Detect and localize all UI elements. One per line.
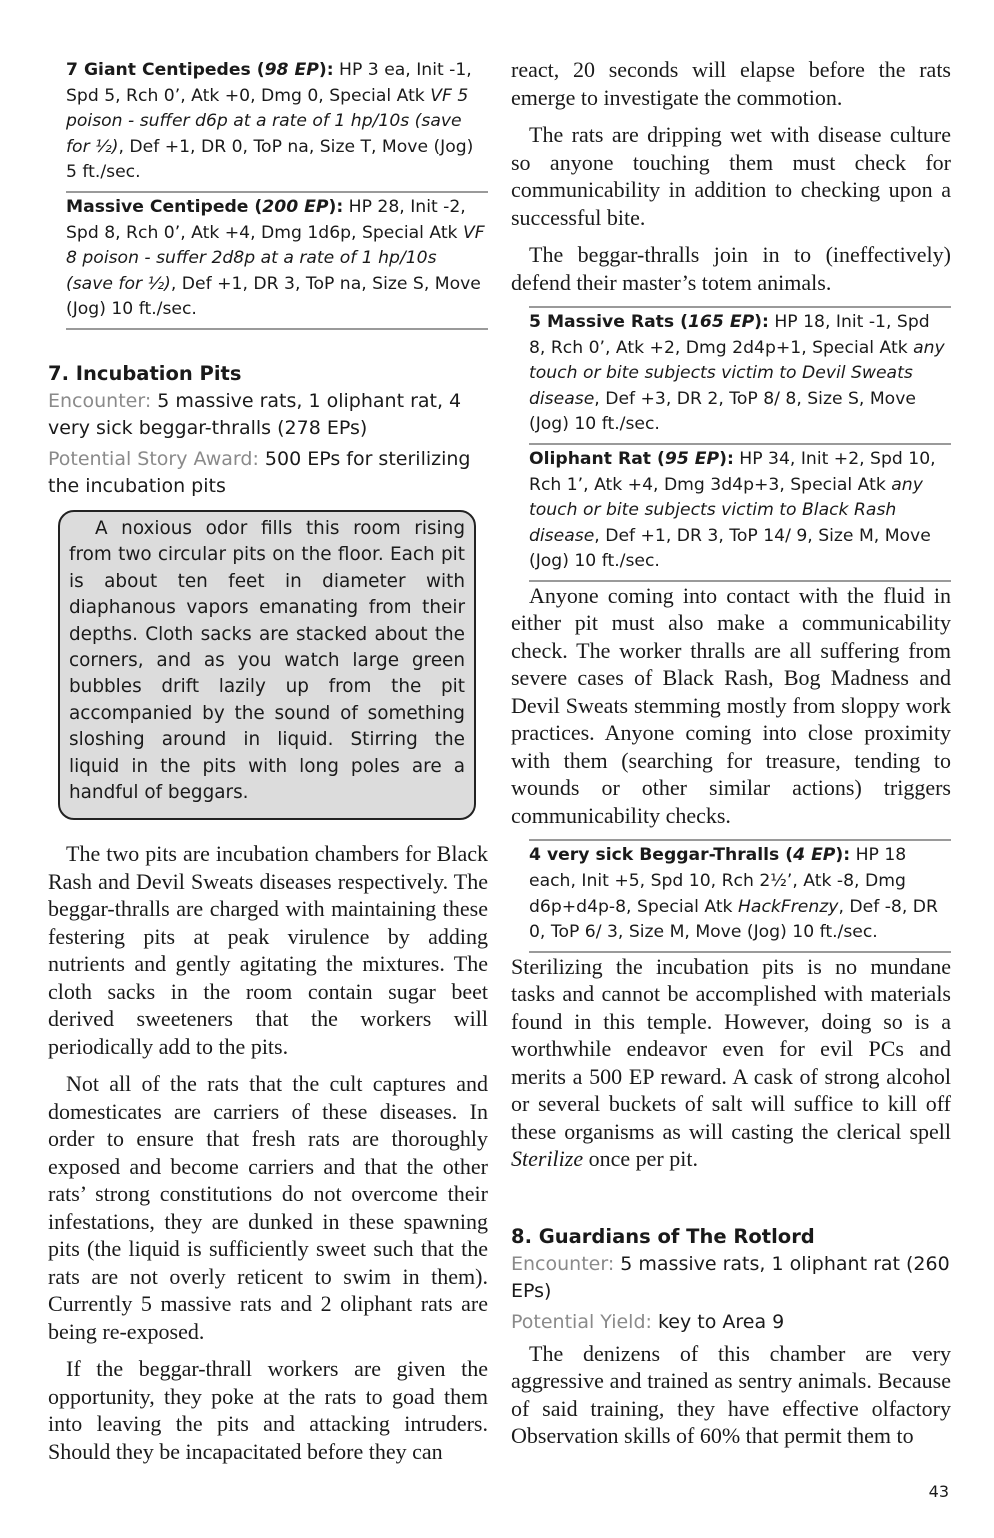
stat-block-beggar-thralls: 4 very sick Beggar-Thralls (4 EP): HP 18 each, Init +5, Spd 10, Rch 2½’, Atk -8, Dmg d6p+d4p-8, Special Atk HackFrenzy, Def -8, DR 0, ToP 6/ 3, Size M, Move (Jog) 10 ft./sec. — [529, 845, 938, 943]
paragraph: Not all of the rats that the cult captures and domesticates are carriers of these diseases. In order to ensure that fresh rats are thoroughly exposed and become carriers and that the other rats’ strong constitutions do not overcome their infestations, they are dunked in these spawning pits (the liquid is sufficiently sweet such that the rats are not overly reticent to swim in them). Currently 5 massive rats and 2 oliphant rats are being re-exposed. — [48, 1071, 488, 1344]
stat-name: Oliphant Rat (95 EP): — [529, 448, 734, 469]
stat-block-massive-centipede: Massive Centipede (200 EP): HP 28, Init -2, Spd 8, Rch 0’, Atk +4, Dmg 1d6p, Special Atk VF 8 poison - suffer 2d8p at a rate of 1 hp/10s (save for ½), Def +1, DR 3, ToP na, Size S, Move (Jog) 10 ft./sec. — [66, 196, 485, 320]
paragraph: The rats are dripping wet with disease culture so anyone touching them must check for communicability in addition to checking upon a successful bite. — [511, 122, 951, 230]
section-heading-incubation-pits: 7. Incubation Pits — [48, 361, 242, 385]
read-aloud-box: A noxious odor fills this room rising from two circular pits on the floor. Each pit is about ten feet in diameter with diaphanous vapors emanating from their depths. Cloth sacks are stacked about the corners, and as you watch large green bubbles drift lazily up from the pit accompanied by the sound of something sloshing around in liquid. Stirring the liquid in the pits with long poles are a handful of beggars. — [58, 510, 476, 820]
paragraph: Sterilizing the incubation pits is no mundane tasks and cannot be accomplished with materials found in this temple. However, doing so is a worthwhile endeavor even for evil PCs and merits a 500 EP reward. A cask of strong alcohol or several buckets of salt will suffice to kill off these organisms as will casting the clerical spell Sterilize once per pit. — [511, 953, 951, 1172]
stat-name: Massive Centipede (200 EP): — [66, 196, 344, 217]
encounter-line: Encounter: 5 massive rats, 1 oliphant rat, 4 very sick beggar-thralls (278 EPs) — [48, 389, 462, 439]
paragraph: Anyone coming into contact with the fluid in either pit must also make a communicability check. The worker thralls are all suffering from severe cases of Black Rash, Bog Madness and Devil Sweats stemming mostly from sloppy work practices. Anyone coming into close proximity with them (searching for treasure, tending to wounds or other similar actions) triggers communicability checks. — [511, 582, 951, 828]
section-heading-guardians: 8. Guardians of The Rotlord — [511, 1224, 815, 1248]
right-column — [511, 56, 951, 1460]
story-award-line: Potential Story Award: 500 EPs for sterilizing the incubation pits — [48, 447, 471, 497]
paragraph: The denizens of this chamber are very aggressive and trained as sentry animals. Because of said training, they have effective olfactory Observation skills of 60% that permit them to — [511, 1340, 951, 1449]
encounter-line: Encounter: 5 massive rats, 1 oliphant rat (260 EPs) — [511, 1252, 950, 1302]
stat-block-oliphant-rat: Oliphant Rat (95 EP): HP 34, Init +2, Spd 10, Rch 1’, Atk +4, Dmg 3d4p+3, Special Atk any touch or bite subjects victim to Black Rash disease, Def +1, DR 3, ToP 14/ 9, Size M, Move (Jog) 10 ft./sec. — [529, 448, 936, 572]
stat-name: 4 very sick Beggar-Thralls (4 EP): — [529, 845, 851, 866]
stat-name: 5 Massive Rats (165 EP): — [529, 312, 769, 332]
paragraph: The beggar-thralls join in to (ineffectively) defend their master’s totem animals. — [511, 242, 951, 295]
paragraph: The two pits are incubation chambers for Black Rash and Devil Sweats diseases respectively. The beggar-thralls are charged with maintaining these festering pits at peak virulence by adding nutrients and gently agitating the mixtures. The cloth sacks in the room contain sugar beet derived sweeteners that the workers will periodically add to the pits. — [48, 841, 488, 1059]
potential-yield-line: Potential Yield: key to Area 9 — [511, 1310, 785, 1333]
paragraph: If the beggar-thrall workers are given the opportunity, they poke at the rats to goad them into leaving the pits and attacking intruders. Should they be incapacitated before they can — [48, 1356, 488, 1464]
page-number: 43 — [928, 1482, 949, 1501]
stat-block-giant-centipedes: 7 Giant Centipedes (98 EP): HP 3 ea, Init -1, Spd 5, Rch 0’, Atk +0, Dmg 0, Special Atk VF 5 poison - suffer d6p at a rate of 1 hp/10s (save for ½), Def +1, DR 0, ToP na, Size T, Move (Jog) 5 ft./sec. — [66, 60, 474, 183]
paragraph: react, 20 seconds will elapse before the rats emerge to investigate the commotion. — [511, 57, 951, 110]
stat-name: 7 Giant Centipedes (98 EP): — [66, 60, 334, 80]
stat-block-massive-rats: 5 Massive Rats (165 EP): HP 18, Init -1, Spd 8, Rch 0’, Atk +2, Dmg 2d4p+1, Special Atk any touch or bite subjects victim to Devil Sweats disease, Def +3, DR 2, ToP 8/ 8, Size S, Move (Jog) 10 ft./sec. — [529, 312, 945, 435]
left-column — [48, 56, 488, 1475]
